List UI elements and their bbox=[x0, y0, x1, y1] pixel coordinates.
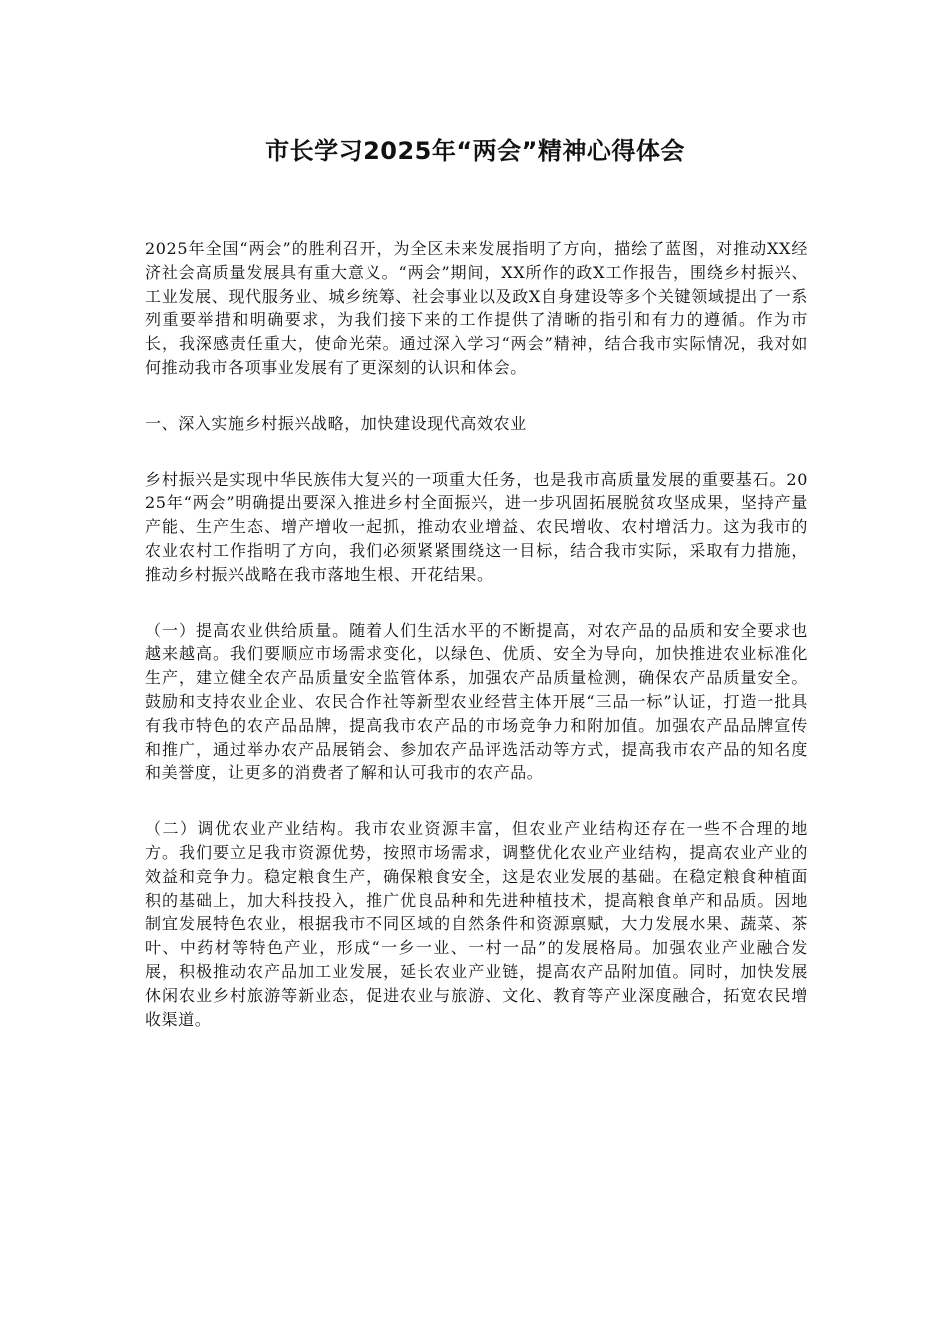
subsection-paragraph-2: （二）调优农业产业结构。我市农业资源丰富，但农业产业结构还存在一些不合理的地方。我们要立足我市资源优势，按照市场需求，调整优化农业产业结构，提高农业产业的效益和竞争力。稳定粮食生产，确保粮食安全，这是农业发展的基础。在稳定粮食种植面积的基础上，加大科技投入，推广优良品种和先进种植技术，提高粮食单产和品质。因地制宜发展特色农业，根据我市不同区域的自然条件和资源禀赋，大力发展水果、蔬菜、茶叶、中药材等特色产业，形成“一乡一业、一村一品”的发展格局。加强农业产业融合发展，积极推动农产品加工业发展，延长农业产业链，提高农产品附加值。同时，加快发展休闲农业乡村旅游等新业态，促进农业与旅游、文化、教育等产业深度融合，拓宽农民增收渠道。 bbox=[145, 819, 808, 1029]
subsection-paragraph-1: （一）提高农业供给质量。随着人们生活水平的不断提高，对农产品的品质和安全要求也越来越高。我们要顺应市场需求变化，以绿色、优质、安全为导向，加快推进农业标准化生产，建立健全农产品质量安全监管体系，加强农产品质量检测，确保农产品质量安全。鼓励和支持农业企业、农民合作社等新型农业经营主体开展“三品一标”认证，打造一批具有我市特色的农产品品牌，提高我市农产品的市场竞争力和附加值。加强农产品品牌宣传和推广，通过举办农产品展销会、参加农产品评选活动等方式，提高我市农产品的知名度和美誉度，让更多的消费者了解和认可我市的农产品。 bbox=[145, 620, 808, 783]
page-title: 市长学习2025年“两会”精神心得体会 bbox=[265, 137, 685, 165]
intro-paragraph: 2025年全国“两会”的胜利召开，为全区未来发展指明了方向，描绘了蓝图，对推动XX经济社会高质量发展具有重大意义。“两会”期间，XX所作的政X工作报告，围绕乡村振兴、工业发展、现代服务业、城乡统筹、社会事业以及政X自身建设等多个关键领域提出了一系列重要举措和明确要求，为我们接下来的工作提供了清晰的指引和有力的遵循。作为市长，我深感责任重大，使命光荣。通过深入学习“两会”精神，结合我市实际情况，我对如何推动我市各项事业发展有了更深刻的认识和体会。 bbox=[145, 239, 808, 377]
document-body bbox=[145, 237, 808, 1063]
section-heading: 一、深入实施乡村振兴战略，加快建设现代高效农业 bbox=[145, 413, 527, 433]
section-paragraph: 乡村振兴是实现中华民族伟大复兴的一项重大任务，也是我市高质量发展的重要基石。2025年“两会”明确提出要深入推进乡村全面振兴，进一步巩固拓展脱贫攻坚成果，坚持产量产能、生产生态、增产增收一起抓，推动农业增益、农民增收、农村增活力。这为我市的农业农村工作指明了方向，我们必须紧紧围绕这一目标，结合我市实际，采取有力措施，推动乡村振兴战略在我市落地生根、开花结果。 bbox=[145, 469, 808, 584]
